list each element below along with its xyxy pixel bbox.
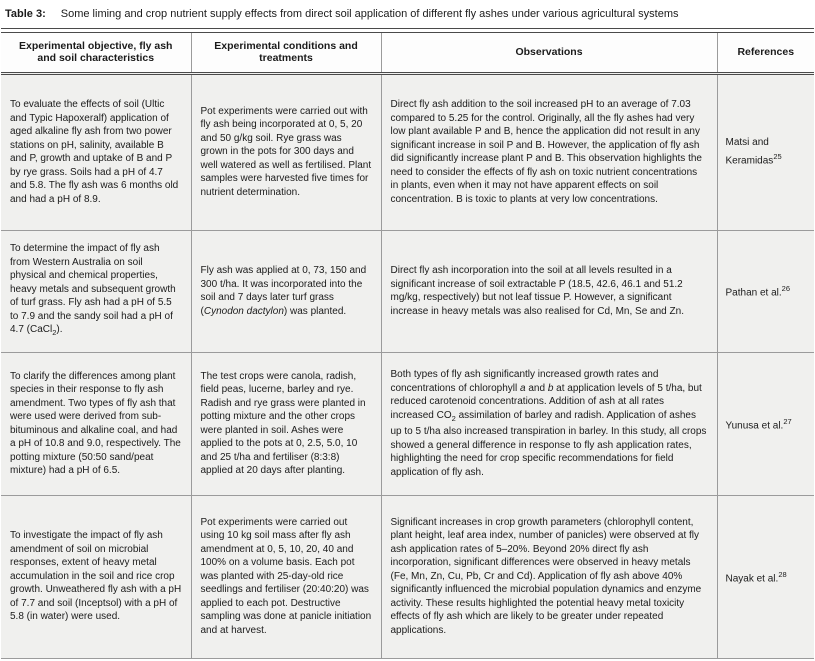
cell-conditions <box>191 495 381 658</box>
cell-observations <box>381 352 717 495</box>
table-number: Table 3: <box>5 8 46 20</box>
objective-text: To determine the impact of fly ash from Western Australia on soil physical and chemical properties, heavy metals and subsequent growth of turf grass. Fly ash had a pH of 5.5 to 7.9 and the sandy soil had a pH of 4.7 (CaCl <box>10 243 176 336</box>
table-caption-text: Some liming and crop nutrient supply effects from direct soil application of different fly ashes under various agricultural systems <box>60 8 679 20</box>
cell-reference <box>717 495 814 658</box>
col-header-objective: Experimental objective, fly ash and soil characteristics <box>1 33 191 73</box>
observations-text: Both types of fly ash significantly increased growth rates and concentrations of chlorophyll <box>390 369 659 394</box>
observations-text: at application levels of 5 t/ha, but reduced carotenoid concentrations. Addition of ash at all rates increased CO <box>390 382 702 421</box>
conditions-text: Pot experiments were carried out with fly ash being incorporated at 0, 5, 20 and 50 g/kg soil. Rye grass was grown in the pots for 300 days and well watered as well as fertilised. Plant samples were harvested five times for nutrient determination. <box>200 105 372 198</box>
cell-objective <box>1 352 191 495</box>
cell-objective <box>1 230 191 352</box>
objective-text: To clarify the differences among plant species in their response to fly ash amendment. Two types of fly ash that were used were derived from sub-bituminous and alkaline coal, and had a pH of 10.8 and 9.0, respectively. The potting mixture (50:50 sand/peat mixture) had a pH of 6.5. <box>10 370 181 476</box>
fly-ash-effects-table <box>1 33 814 659</box>
table-row <box>1 495 814 658</box>
header-row <box>1 33 814 73</box>
objective-text: To investigate the impact of fly ash amendment of soil on microbial responses, extent of heavy metal accumulation in the soil and rice crop growth. Unweathered fly ash with a pH of 7.7 and soil (Inceptsol) with a pH of 5.8 (in water) were used. <box>10 530 182 623</box>
chlorophyll-b-italic: b <box>547 382 554 394</box>
cell-objective <box>1 73 191 230</box>
reference-text: Nayak et al. <box>725 572 779 584</box>
observations-text: Direct fly ash incorporation into the soil at all levels resulted in a significant increase of soil extractable P (18.5, 42.6, 46.1 and 51.2 mg/kg, respectively) but not leaf tissue P. However, a significant increase in heavy metals was also realised for Cd, Mn, Se and Zn. <box>390 265 684 317</box>
table-row <box>1 73 814 230</box>
conditions-text: The test crops were canola, radish, field peas, lucerne, barley and rye. Radish and rye grass were planted in potting mixture and the other crops were planted in soil. Ashes were applied to the pots at 0, 2.5, 5.0, 10 and 25 t/ha and fertiliser (8:3:8) applied at 20 days after planting. <box>200 370 366 476</box>
reference-text: Pathan et al. <box>725 287 782 299</box>
chlorophyll-a-italic: a <box>520 382 526 394</box>
cell-conditions <box>191 73 381 230</box>
cell-objective <box>1 495 191 658</box>
table-row <box>1 230 814 352</box>
reference-superscript: 27 <box>783 416 792 426</box>
observations-text-end: assimilation of barley and radish. Application of ashes up to 5 t/ha also increased transpiration in barley. In this study, all crops showed a general difference in response to fly ash application rates, highlighting the need for crop specific recommendations for field application of fly ash. <box>390 409 707 478</box>
chemical-subscript: 2 <box>451 413 456 423</box>
col-header-observations: Observations <box>381 33 717 73</box>
objective-text-end: ). <box>56 324 63 336</box>
objective-text: To evaluate the effects of soil (Ultic and Typic Hapoxeralf) application of aged alkaline fly ash from two power stations on pH, salinity, available B and P, growth and uptake of B and P by rye grass. Soils had a pH of 4.7 and 5.8. The fly ash was 6 months old and had a pH of 8.9. <box>10 99 179 205</box>
cell-observations <box>381 495 717 658</box>
cell-conditions <box>191 352 381 495</box>
cell-observations <box>381 73 717 230</box>
reference-superscript: 25 <box>773 151 782 161</box>
cell-reference <box>717 73 814 230</box>
col-header-references: References <box>717 33 814 73</box>
table-caption <box>0 0 815 28</box>
reference-superscript: 26 <box>781 284 790 294</box>
cell-reference <box>717 352 814 495</box>
reference-superscript: 28 <box>778 569 787 579</box>
observations-text: Direct fly ash addition to the soil increased pH to an average of 7.03 compared to 5.25 for the control. Originally, all the fly ashes had very low plant available P and B, hence the application did not result in any significant increase in soil P and B. However, the application of fly ash did significantly increase plant P and B. This observation highlights the need to consider the effects of fly ash on toxic nutrient concentrations in plants, even when it may not have apparent effects on soil concentration. B is toxic to plants at very low concentrations. <box>390 99 702 205</box>
observations-text: Significant increases in crop growth parameters (chlorophyll content, plant height, leaf area index, number of panicles) were observed at fly ash application rates of 5–20%. Beyond 20% direct fly ash incorporation, significant differences were observed in heavy metals (Fe, Mn, Zn, Cu, Pb, Cr and Cd). Application of fly ash above 40% significantly influenced the microbial population dynamics and enzyme activity. These results highlighted the potential heavy metal toxicity effects of fly ash which are likely to be greater under repeated applications. <box>390 516 702 636</box>
reference-text: Yunusa et al. <box>725 419 784 431</box>
conditions-text: Pot experiments were carried out using 10 kg soil mass after fly ash amendment at 0, 5, 10, 20, 40 and 100% on a volume basis. Each pot was planted with 25-day-old rice seedlings and fertiliser (20:40:20) was applied to each pot. Destructive sampling was done at panicle initiation and at harvest. <box>200 516 372 636</box>
cell-observations <box>381 230 717 352</box>
cell-conditions <box>191 230 381 352</box>
table-row <box>1 352 814 495</box>
reference-text: Matsi and Keramidas <box>725 137 774 167</box>
chemical-subscript: 2 <box>52 328 57 338</box>
observations-text: and <box>525 382 548 394</box>
col-header-conditions: Experimental conditions and treatments <box>191 33 381 73</box>
cell-reference <box>717 230 814 352</box>
conditions-text-end: ) was planted. <box>283 305 347 317</box>
conditions-text: Fly ash was applied at 0, 73, 150 and 300 t/ha. It was incorporated into the soil and 7 days later turf grass ( <box>200 265 367 317</box>
species-name: Cynodon dactylon <box>203 305 284 317</box>
